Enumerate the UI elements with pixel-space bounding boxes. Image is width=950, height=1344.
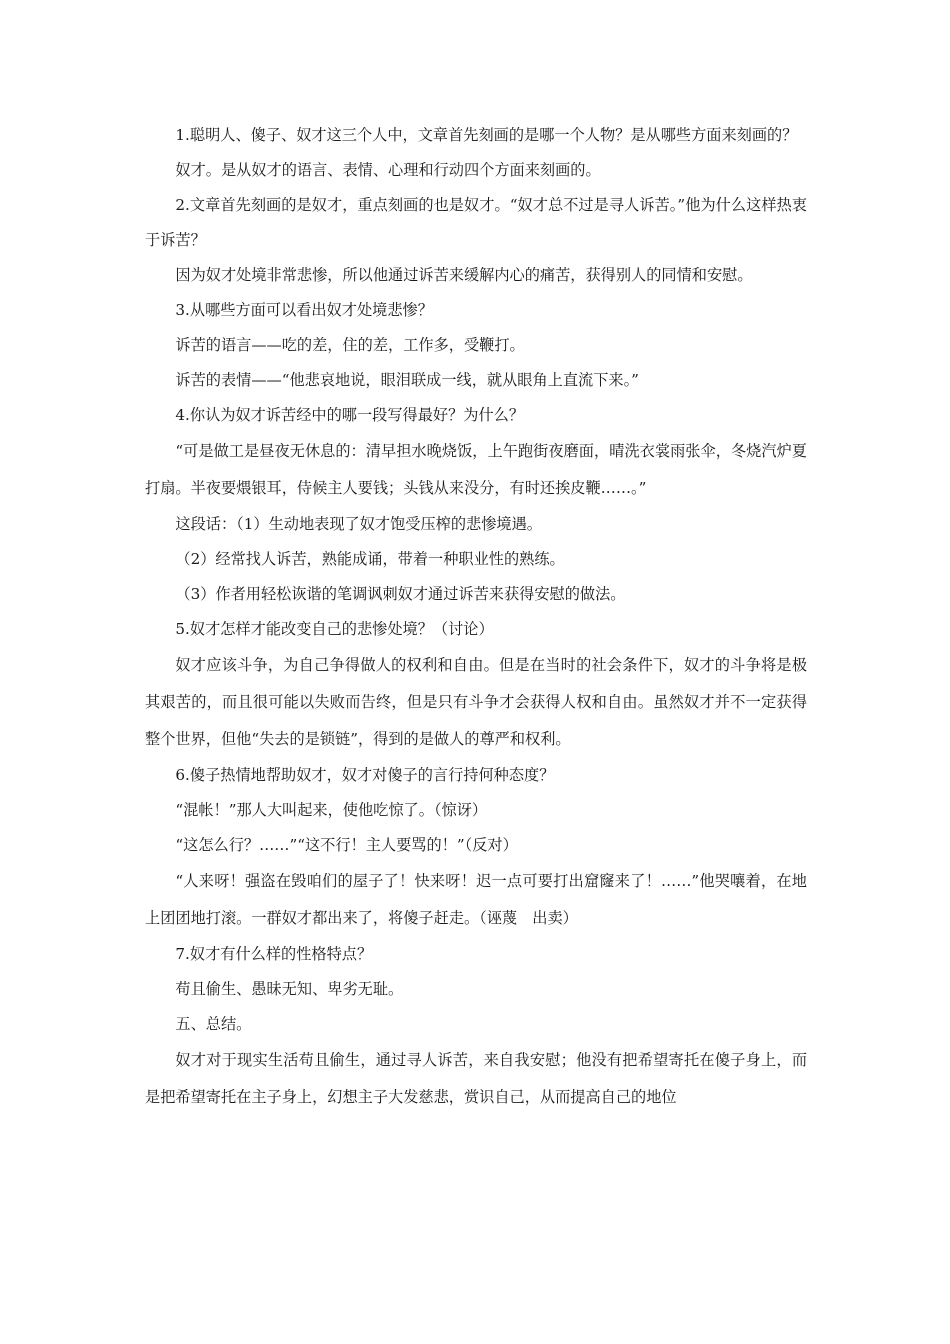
quote-paragraph: “可是做工是昼夜无休息的：清早担水晚烧饭，上午跑街夜磨面，晴洗衣裳雨张伞，冬烧汽炉夏打扇。半夜要煨银耳，侍候主人要钱；头钱从来没分，有时还挨皮鞭……。” bbox=[145, 442, 807, 497]
answer-4-point-3: （3）作者用轻松诙谐的笔调讽刺奴才通过诉苦来获得安慰的做法。 bbox=[175, 585, 626, 603]
question-2: 2.文章首先刻画的是奴才，重点刻画的也是奴才。“奴才总不过是寻人诉苦。”他为什么这样热衷于诉苦？ bbox=[145, 196, 807, 249]
question-5: 5.奴才怎样才能改变自己的悲惨处境？（讨论） bbox=[175, 620, 494, 638]
document-page bbox=[145, 118, 807, 1116]
answer-6-surprise: “混帐！”那人大叫起来，使他吃惊了。（惊讶） bbox=[175, 801, 488, 819]
answer-7: 苟且偷生、愚昧无知、卑劣无耻。 bbox=[175, 980, 404, 998]
answer-3-language: 诉苦的语言——吃的差，住的差，工作多，受鞭打。 bbox=[175, 336, 525, 354]
answer-6-betray: “人来呀！强盗在毁咱们的屋子了！快来呀！迟一点可要打出窟窿来了！……”他哭嚷着，在地上团团地打滚。一群奴才都出来了，将傻子赶走。（诬蔑 出卖） bbox=[145, 872, 807, 927]
answer-5: 奴才应该斗争，为自己争得做人的权利和自由。但是在当时的社会条件下，奴才的斗争将是极其艰苦的，而且很可能以失败而告终，但是只有斗争才会获得人权和自由。虽然奴才并不一定获得整个世界，但他“失去的是锁链”，得到的是做人的尊严和权利。 bbox=[145, 656, 807, 748]
answer-1: 奴才。是从奴才的语言、表情、心理和行动四个方面来刻画的。 bbox=[175, 161, 601, 179]
question-7: 7.奴才有什么样的性格特点？ bbox=[175, 945, 373, 963]
answer-4-point-2: （2）经常找人诉苦，熟能成诵，带着一种职业性的熟练。 bbox=[175, 550, 565, 568]
summary-paragraph: 奴才对于现实生活苟且偷生，通过寻人诉苦，来自我安慰；他没有把希望寄托在傻子身上，而是把希望寄托在主子身上，幻想主子大发慈悲，赏识自己，从而提高自己的地位 bbox=[145, 1051, 807, 1106]
question-6: 6.傻子热情地帮助奴才，奴才对傻子的言行持何种态度？ bbox=[175, 766, 555, 784]
answer-3-expression: 诉苦的表情——“他悲哀地说，眼泪联成一线，就从眼角上直流下来。” bbox=[175, 371, 639, 389]
answer-6-oppose: “这怎么行？……”“这不行！主人要骂的！”（反对） bbox=[175, 836, 518, 854]
question-3: 3.从哪些方面可以看出奴才处境悲惨？ bbox=[175, 301, 433, 319]
answer-2: 因为奴才处境非常悲惨，所以他通过诉苦来缓解内心的痛苦，获得别人的同情和安慰。 bbox=[175, 266, 753, 284]
answer-4-point-1: 这段话：（1）生动地表现了奴才饱受压榨的悲惨境遇。 bbox=[175, 515, 542, 533]
question-1: 1.聪明人、傻子、奴才这三个人中，文章首先刻画的是哪一个人物？是从哪些方面来刻画的？ bbox=[175, 126, 798, 144]
question-4: 4.你认为奴才诉苦经中的哪一段写得最好？为什么？ bbox=[175, 406, 525, 424]
section-heading-summary: 五、总结。 bbox=[175, 1015, 252, 1033]
